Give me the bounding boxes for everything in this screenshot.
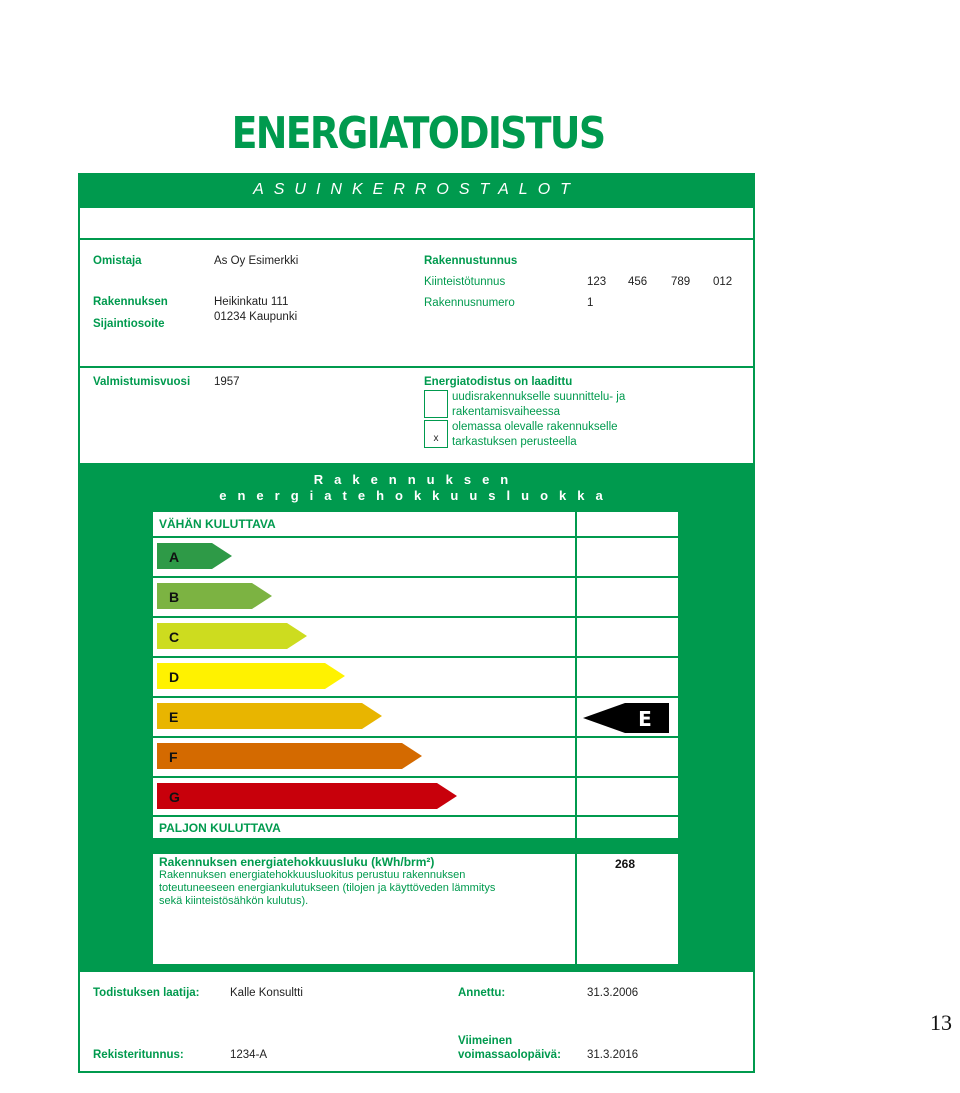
prepared-info-box xyxy=(80,368,753,463)
property-id-label: Kiinteistötunnus xyxy=(424,276,506,288)
property-id-part-2: 456 xyxy=(628,276,648,288)
high-consumption-label: PALJON KULUTTAVA xyxy=(159,821,281,835)
energy-class-letter-f: F xyxy=(169,749,178,765)
owner-info-box xyxy=(80,240,753,366)
energy-class-letter-b: B xyxy=(169,589,180,605)
building-number-value: 1 xyxy=(587,297,594,309)
energy-value: 268 xyxy=(615,857,636,871)
valid-value: 31.3.2016 xyxy=(587,1049,639,1061)
building-id-label: Rakennustunnus xyxy=(424,255,518,267)
author-label: Todistuksen laatija: xyxy=(93,987,200,999)
energy-class-arrow-f xyxy=(157,743,422,769)
energy-class-arrow-g xyxy=(157,783,457,809)
energy-class-arrow-d xyxy=(157,663,345,689)
section-title-line-1: Rakennuksen xyxy=(313,472,520,487)
energy-class-letter-g: G xyxy=(169,789,180,805)
issued-value: 31.3.2006 xyxy=(587,987,639,999)
energy-class-arrow-e xyxy=(157,703,382,729)
basis-label: Energiatodistus on laadittu xyxy=(424,376,573,388)
address-line-1: Heikinkatu 111 xyxy=(214,296,289,308)
value-desc-line-1: Rakennuksen energiatehokkuusluokitus perustuu rakennuksen xyxy=(159,869,466,881)
option-new-line-2: rakentamisvaiheessa xyxy=(452,406,561,418)
document-title: ENERGIATODISTUS xyxy=(231,108,605,159)
value-desc-line-2: toteutuneeseen energiankulutukseen (tilojen ja käyttöveden lämmitys xyxy=(159,882,496,894)
scale-row-divider xyxy=(153,838,678,854)
selected-class-letter: E xyxy=(638,707,652,731)
address-label-1: Rakennuksen xyxy=(93,296,168,308)
value-description xyxy=(159,855,569,908)
option-existing-line-1: olemassa olevalle rakennukselle xyxy=(452,421,618,433)
energy-class-letter-c: C xyxy=(169,629,180,645)
valid-label-1: Viimeinen xyxy=(458,1035,513,1047)
energy-class-arrows xyxy=(153,536,583,816)
value-label: Rakennuksen energiatehokkuusluku (kWh/brm²) xyxy=(159,855,435,869)
valid-label-2: voimassaolopäivä: xyxy=(458,1049,561,1061)
property-id-part-1: 123 xyxy=(587,276,607,288)
existing-building-mark: x xyxy=(433,433,439,444)
energy-class-letter-d: D xyxy=(169,669,180,685)
owner-label: Omistaja xyxy=(93,255,142,267)
register-value: 1234-A xyxy=(230,1049,268,1061)
year-label: Valmistumisvuosi xyxy=(93,376,191,388)
page-number: 13 xyxy=(930,1010,952,1035)
owner-value: As Oy Esimerkki xyxy=(214,255,299,267)
energy-class-letter-a: A xyxy=(169,549,180,565)
selected-class-indicator xyxy=(583,703,671,733)
option-existing-line-2: tarkastuksen perusteella xyxy=(452,436,577,448)
energy-class-arrow-c xyxy=(157,623,307,649)
section-title-line-2: energiatehokkuusluokka xyxy=(219,488,614,503)
issued-label: Annettu: xyxy=(458,987,506,999)
new-building-checkbox xyxy=(424,390,448,418)
building-number-label: Rakennusnumero xyxy=(424,297,515,309)
selected-class-arrow-icon xyxy=(583,703,669,733)
property-id-part-4: 012 xyxy=(713,276,733,288)
building-type-band: ASUINKERROSTALOT xyxy=(253,181,580,198)
register-label: Rekisteritunnus: xyxy=(93,1049,184,1061)
property-id-part-3: 789 xyxy=(671,276,691,288)
footer-box xyxy=(80,972,753,1071)
value-desc-line-3: sekä kiinteistösähkön kulutus). xyxy=(159,895,309,907)
year-value: 1957 xyxy=(214,376,240,388)
low-consumption-label: VÄHÄN KULUTTAVA xyxy=(159,517,276,531)
empty-strip xyxy=(80,208,753,238)
address-line-2: 01234 Kaupunki xyxy=(214,311,298,323)
option-new-line-1: uudisrakennukselle suunnittelu- ja xyxy=(452,391,626,403)
author-value: Kalle Konsultti xyxy=(230,987,303,999)
energy-class-letter-e: E xyxy=(169,709,179,725)
existing-building-checkbox xyxy=(424,420,448,448)
address-label-2: Sijaintiosoite xyxy=(93,318,165,330)
